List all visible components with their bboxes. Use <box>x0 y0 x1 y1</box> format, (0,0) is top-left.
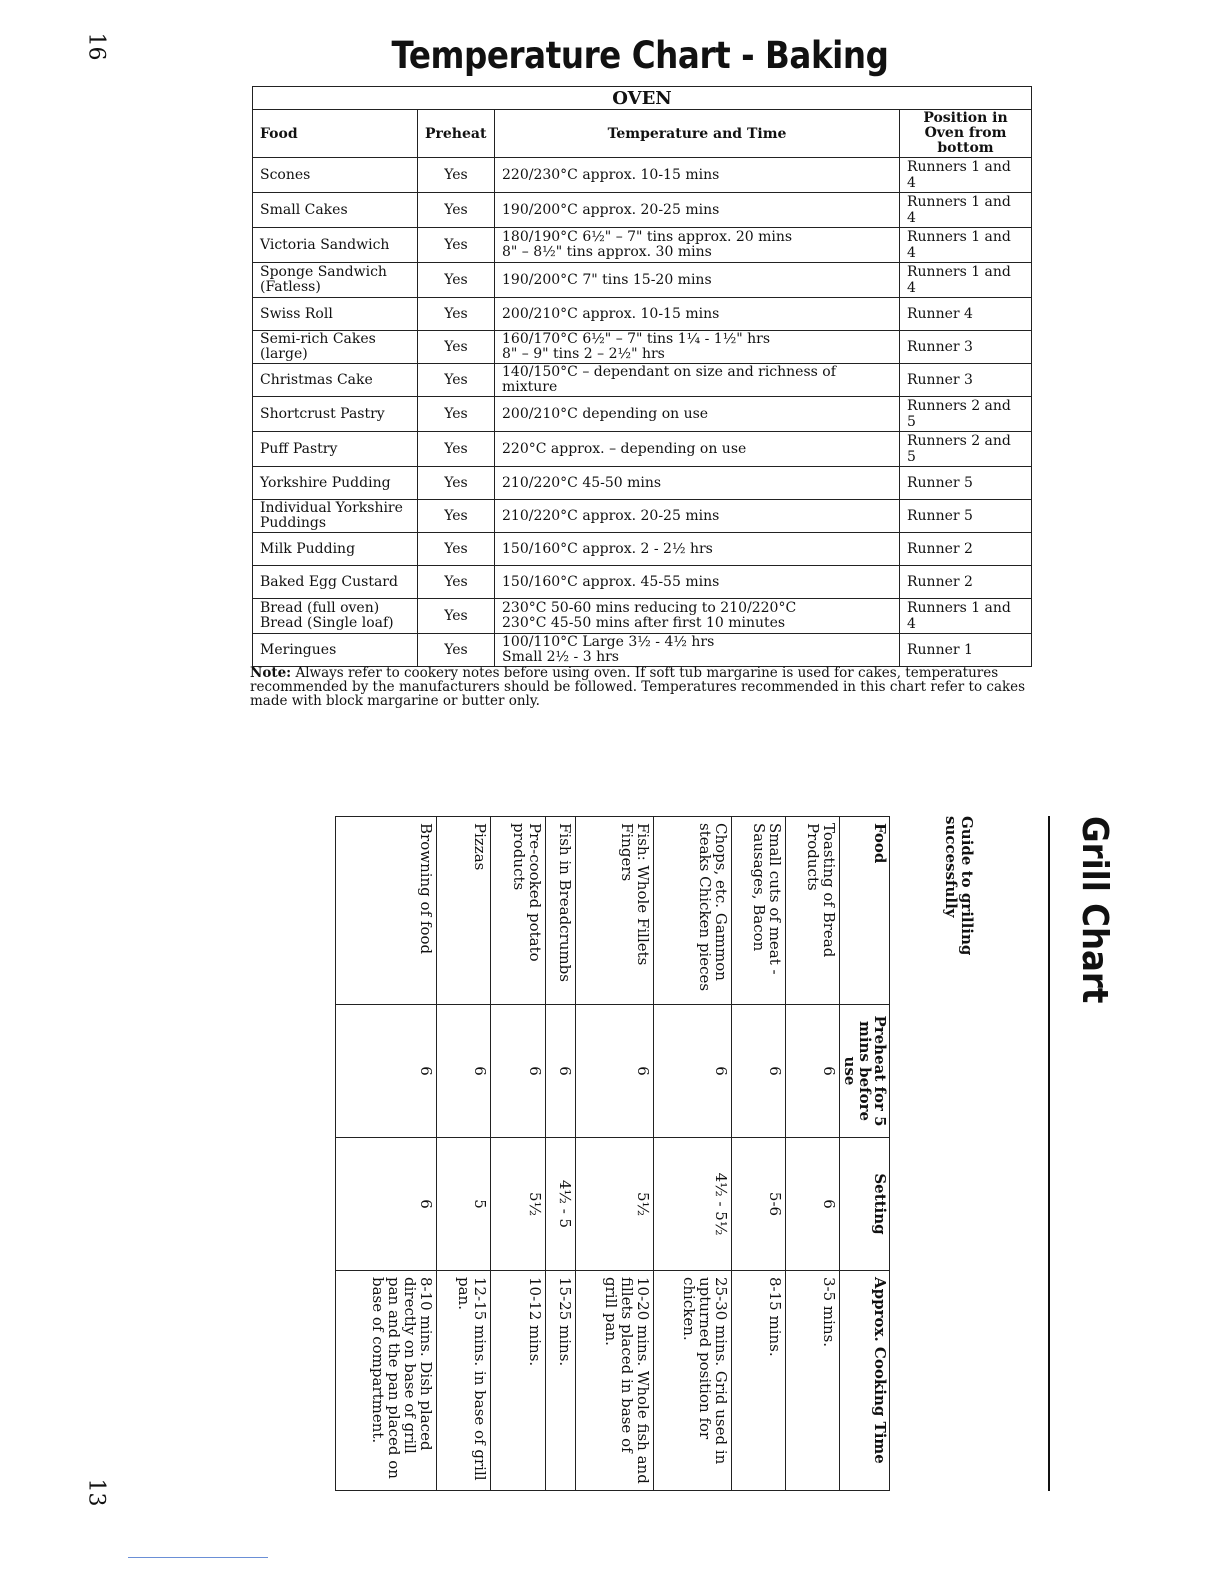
grill-header-time: Approx. Cooking Time <box>840 1271 890 1491</box>
baking-preheat-cell: Yes <box>418 432 495 467</box>
baking-position-cell: Runner 4 <box>900 298 1032 331</box>
baking-row <box>253 467 1032 500</box>
baking-preheat-cell: Yes <box>418 397 495 432</box>
baking-temp-cell: 160/170°C 6½" – 7" tins 1¼ - 1½" hrs 8" – 9" tins 2 – 2½" hrs <box>495 331 900 364</box>
baking-temp-cell: 220°C approx. – depending on use <box>495 432 900 467</box>
baking-food-cell: Semi-rich Cakes (large) <box>253 331 418 364</box>
header-food: Food <box>253 110 418 158</box>
baking-position-cell: Runner 5 <box>900 500 1032 533</box>
grill-row <box>437 817 491 1491</box>
grill-row <box>576 817 654 1491</box>
header-temperature: Temperature and Time <box>495 110 900 158</box>
grill-preheat-cell: 6 <box>576 1005 654 1138</box>
baking-temp-cell: 210/220°C approx. 20-25 mins <box>495 500 900 533</box>
baking-row <box>253 500 1032 533</box>
baking-preheat-cell: Yes <box>418 263 495 298</box>
baking-preheat-cell: Yes <box>418 364 495 397</box>
grill-setting-cell: 6 <box>336 1138 437 1271</box>
grill-time-cell: 8-15 mins. <box>731 1271 785 1491</box>
grill-food-cell: Pre-cooked potato products <box>491 817 545 1005</box>
grill-section <box>335 816 1115 1491</box>
baking-position-cell: Runner 1 <box>900 634 1032 667</box>
baking-preheat-cell: Yes <box>418 331 495 364</box>
baking-preheat-cell: Yes <box>418 599 495 634</box>
grill-row <box>491 817 545 1491</box>
grill-setting-cell: 6 <box>785 1138 839 1271</box>
baking-temp-cell: 200/210°C approx. 10-15 mins <box>495 298 900 331</box>
baking-position-cell: Runners 1 and 4 <box>900 263 1032 298</box>
grill-food-cell: Small cuts of meat - Sausages, Bacon <box>731 817 785 1005</box>
baking-row <box>253 193 1032 228</box>
baking-row <box>253 298 1032 331</box>
grill-food-cell: Pizzas <box>437 817 491 1005</box>
baking-temp-cell: 200/210°C depending on use <box>495 397 900 432</box>
grill-preheat-cell: 6 <box>731 1005 785 1138</box>
baking-row <box>253 158 1032 193</box>
baking-preheat-cell: Yes <box>418 634 495 667</box>
baking-food-cell: Bread (full oven) Bread (Single loaf) <box>253 599 418 634</box>
baking-position-cell: Runners 1 and 4 <box>900 228 1032 263</box>
baking-food-cell: Christmas Cake <box>253 364 418 397</box>
baking-preheat-cell: Yes <box>418 467 495 500</box>
baking-position-cell: Runners 1 and 4 <box>900 193 1032 228</box>
baking-food-cell: Baked Egg Custard <box>253 566 418 599</box>
baking-food-cell: Sponge Sandwich (Fatless) <box>253 263 418 298</box>
baking-food-cell: Small Cakes <box>253 193 418 228</box>
page-number-bottom: 13 <box>83 1478 109 1507</box>
baking-row <box>253 566 1032 599</box>
baking-preheat-cell: Yes <box>418 193 495 228</box>
baking-food-cell: Victoria Sandwich <box>253 228 418 263</box>
baking-temp-cell: 190/200°C approx. 20-25 mins <box>495 193 900 228</box>
baking-row <box>253 432 1032 467</box>
baking-preheat-cell: Yes <box>418 158 495 193</box>
grill-preheat-cell: 6 <box>653 1005 731 1138</box>
grill-food-cell: Fish in Breadcrumbs <box>545 817 576 1005</box>
baking-food-cell: Meringues <box>253 634 418 667</box>
baking-preheat-cell: Yes <box>418 298 495 331</box>
baking-temp-cell: 150/160°C approx. 2 - 2½ hrs <box>495 533 900 566</box>
baking-row <box>253 263 1032 298</box>
baking-temp-cell: 190/200°C 7" tins 15-20 mins <box>495 263 900 298</box>
baking-food-cell: Milk Pudding <box>253 533 418 566</box>
grill-time-cell: 3-5 mins. <box>785 1271 839 1491</box>
baking-temp-cell: 180/190°C 6½" – 7" tins approx. 20 mins 8" – 8½" tins approx. 30 mins <box>495 228 900 263</box>
baking-position-cell: Runner 3 <box>900 364 1032 397</box>
baking-preheat-cell: Yes <box>418 566 495 599</box>
baking-temp-cell: 210/220°C 45-50 mins <box>495 467 900 500</box>
grill-preheat-cell: 6 <box>437 1005 491 1138</box>
baking-temp-cell: 140/150°C – dependant on size and richness of mixture <box>495 364 900 397</box>
baking-position-cell: Runners 1 and 4 <box>900 158 1032 193</box>
grill-time-cell: 15-25 mins. <box>545 1271 576 1491</box>
oven-header: OVEN <box>253 87 1032 110</box>
baking-food-cell: Swiss Roll <box>253 298 418 331</box>
baking-food-cell: Shortcrust Pastry <box>253 397 418 432</box>
grill-food-cell: Browning of food <box>336 817 437 1005</box>
page-number-top: 16 <box>83 32 109 61</box>
grill-time-cell: 10-20 mins. Whole fish and fillets placed in base of grill pan. <box>576 1271 654 1491</box>
baking-temp-cell: 230°C 50-60 mins reducing to 210/220°C 230°C 45-50 mins after first 10 minutes <box>495 599 900 634</box>
baking-preheat-cell: Yes <box>418 228 495 263</box>
grill-preheat-cell: 6 <box>785 1005 839 1138</box>
grill-row <box>653 817 731 1491</box>
grill-subtitle: Guide to grilling successfully <box>942 816 976 956</box>
baking-food-cell: Puff Pastry <box>253 432 418 467</box>
grill-preheat-cell: 6 <box>545 1005 576 1138</box>
grill-header-food: Food <box>840 817 890 1005</box>
grill-food-cell: Toasting of Bread Products <box>785 817 839 1005</box>
page-title: Temperature Chart - Baking <box>391 34 889 77</box>
note-label: Note: <box>250 665 292 681</box>
grill-time-cell: 10-12 mins. <box>491 1271 545 1491</box>
baking-position-cell: Runner 2 <box>900 533 1032 566</box>
grill-row <box>731 817 785 1491</box>
baking-preheat-cell: Yes <box>418 500 495 533</box>
grill-setting-cell: 5½ <box>491 1138 545 1271</box>
baking-position-cell: Runner 2 <box>900 566 1032 599</box>
baking-row <box>253 599 1032 634</box>
footer-rule <box>128 1557 268 1558</box>
baking-position-cell: Runners 2 and 5 <box>900 397 1032 432</box>
note-text: Always refer to cookery notes before using oven. If soft tub margarine is used for cakes, temperatures recommended by the manufacturers should be followed. Temperatures recommended in this chart refer to cakes made with block margarine or butter only. <box>250 665 1026 709</box>
grill-setting-cell: 4½ - 5 <box>545 1138 576 1271</box>
baking-row <box>253 634 1032 667</box>
baking-position-cell: Runner 5 <box>900 467 1032 500</box>
header-position: Position in Oven from bottom <box>900 110 1032 158</box>
baking-row <box>253 397 1032 432</box>
baking-table <box>252 86 1032 667</box>
grill-header-setting: Setting <box>840 1138 890 1271</box>
baking-temp-cell: 150/160°C approx. 45-55 mins <box>495 566 900 599</box>
baking-position-cell: Runners 2 and 5 <box>900 432 1032 467</box>
grill-food-cell: Chops, etc. Gammon steaks Chicken pieces <box>653 817 731 1005</box>
baking-preheat-cell: Yes <box>418 533 495 566</box>
grill-setting-cell: 5 <box>437 1138 491 1271</box>
grill-title: Grill Chart <box>1074 816 1115 1004</box>
grill-time-cell: 12-15 mins. in base of grill pan. <box>437 1271 491 1491</box>
grill-row <box>336 817 437 1491</box>
grill-preheat-cell: 6 <box>491 1005 545 1138</box>
baking-food-cell: Yorkshire Pudding <box>253 467 418 500</box>
baking-temp-cell: 100/110°C Large 3½ - 4½ hrs Small 2½ - 3 hrs <box>495 634 900 667</box>
header-preheat: Preheat <box>418 110 495 158</box>
grill-food-cell: Fish: Whole Fillets Fingers <box>576 817 654 1005</box>
grill-setting-cell: 5½ <box>576 1138 654 1271</box>
baking-row <box>253 331 1032 364</box>
grill-header-preheat: Preheat for 5 mins before use <box>840 1005 890 1138</box>
baking-row <box>253 364 1032 397</box>
baking-food-cell: Scones <box>253 158 418 193</box>
grill-setting-cell: 5-6 <box>731 1138 785 1271</box>
baking-row <box>253 228 1032 263</box>
grill-preheat-cell: 6 <box>336 1005 437 1138</box>
grill-table <box>335 816 890 1491</box>
baking-note <box>250 666 1030 708</box>
baking-temp-cell: 220/230°C approx. 10-15 mins <box>495 158 900 193</box>
grill-time-cell: 8-10 mins. Dish placed directly on base of grill pan and the pan placed on base of compartment. <box>336 1271 437 1491</box>
grill-setting-cell: 4½ - 5½ <box>653 1138 731 1271</box>
baking-food-cell: Individual Yorkshire Puddings <box>253 500 418 533</box>
baking-position-cell: Runners 1 and 4 <box>900 599 1032 634</box>
baking-row <box>253 533 1032 566</box>
grill-row <box>545 817 576 1491</box>
grill-row <box>785 817 839 1491</box>
grill-time-cell: 25-30 mins. Grid used in upturned position for chicken. <box>653 1271 731 1491</box>
baking-position-cell: Runner 3 <box>900 331 1032 364</box>
